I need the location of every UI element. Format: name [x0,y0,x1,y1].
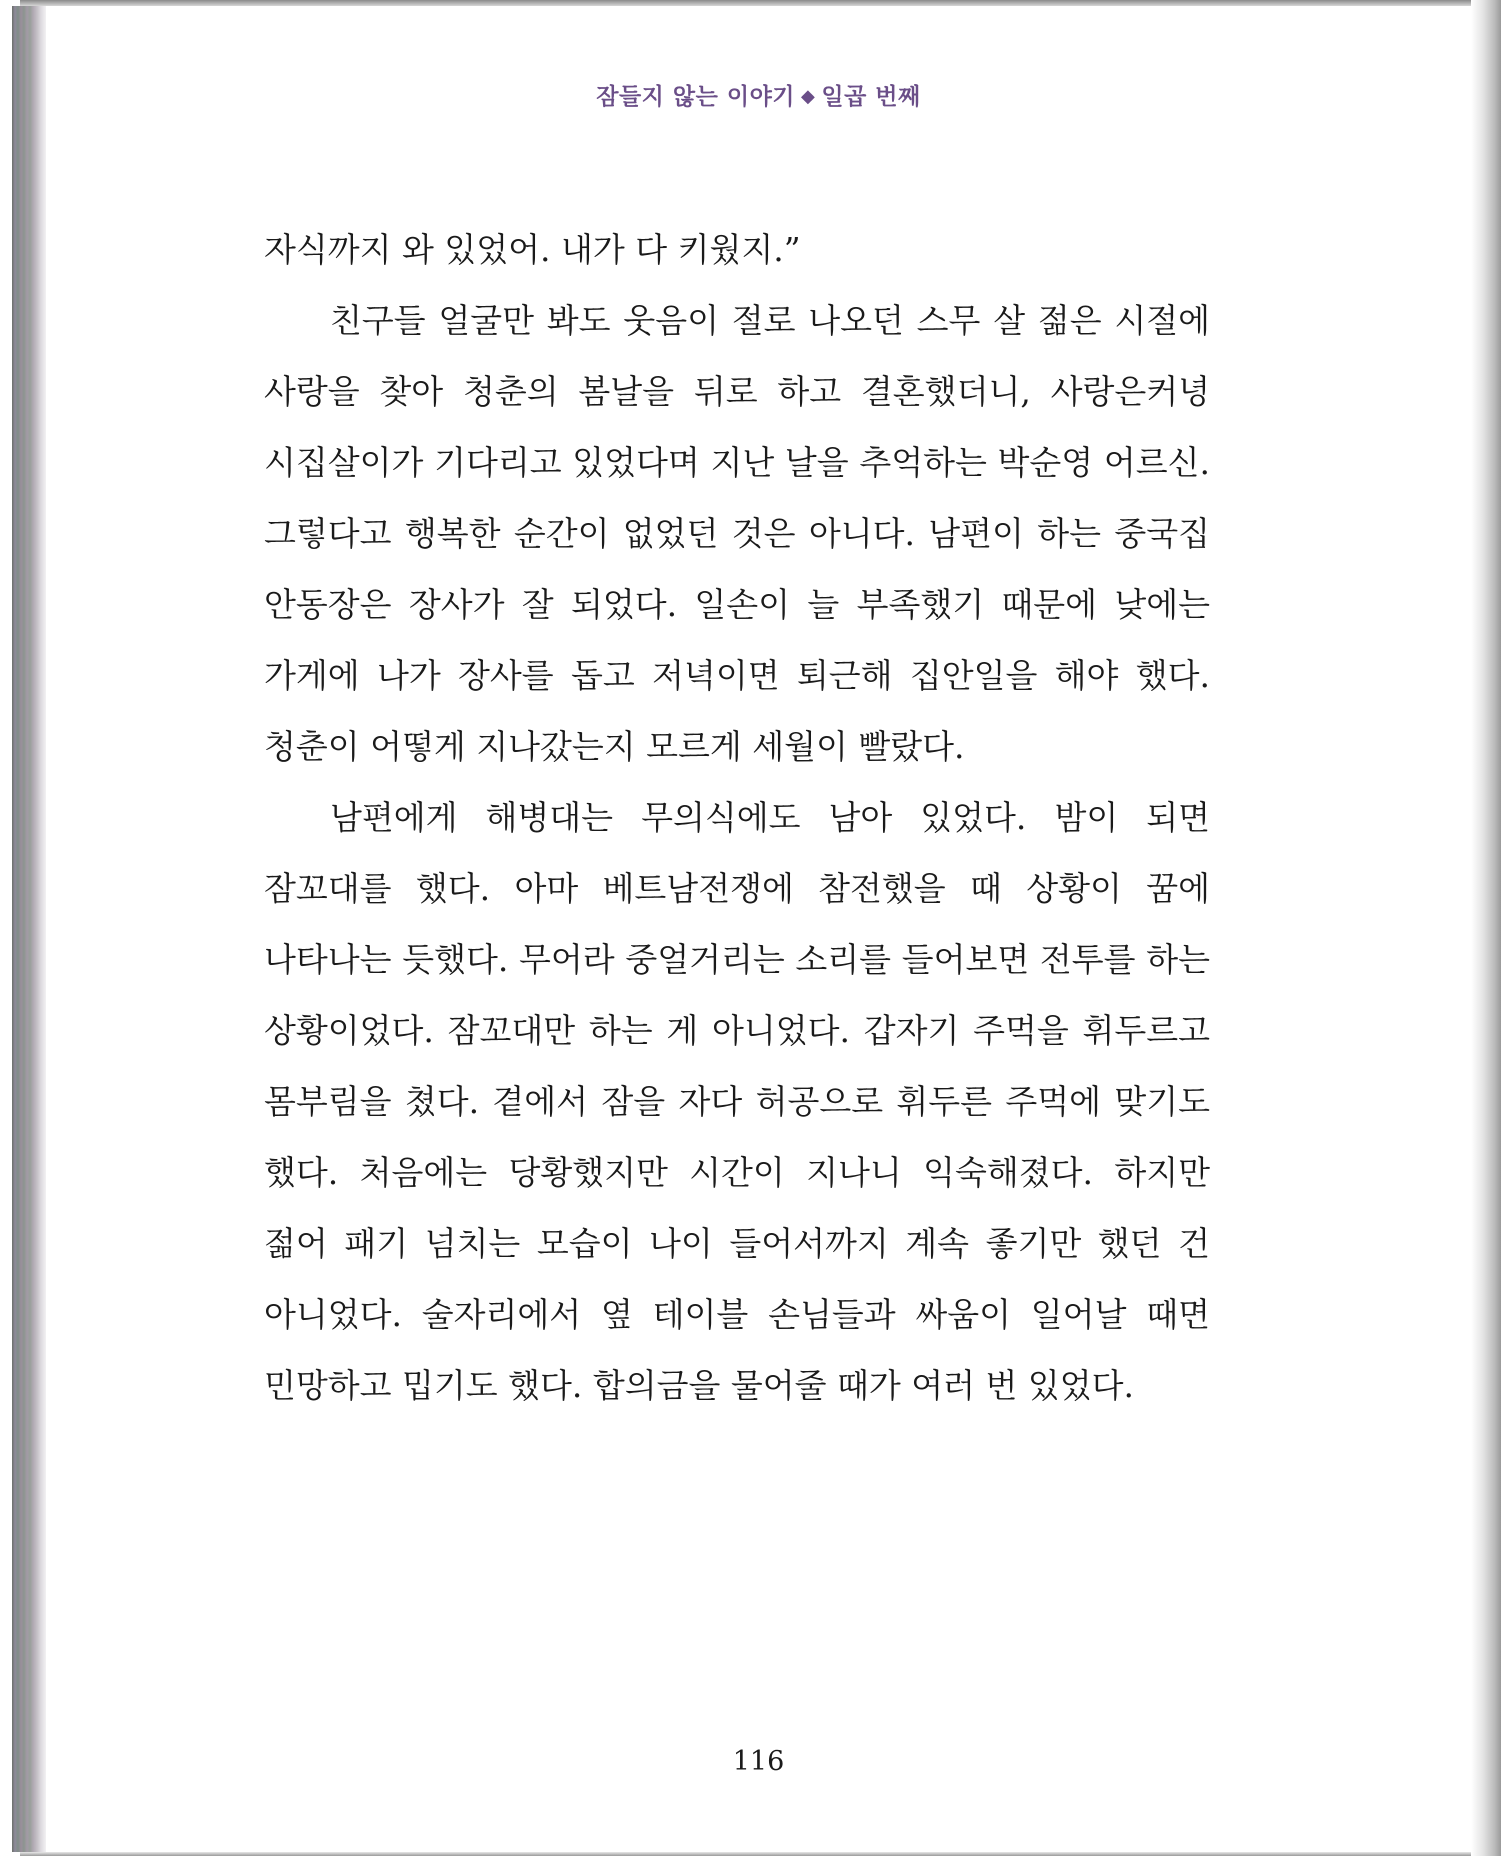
running-head [46,78,1471,111]
page-number: 116 [732,1746,785,1777]
running-head-chapter: 일곱 번째 [821,83,921,110]
body-text [264,214,1210,1421]
page-stack-left-edge [12,6,46,1852]
page-right-shadow [1471,0,1501,1856]
diamond-icon: ◆ [801,86,816,107]
paragraph-3: 남편에게 해병대는 무의식에도 남아 있었다. 밤이 되면 잠꼬대를 했다. 아마 베트남전쟁에 참전했을 때 상황이 꿈에 나타나는 듯했다. 무어라 중얼거리는 소리를 들어보면 전투를 하는 상황이었다. 잠꼬대만 하는 게 아니었다. 갑자기 주먹을 휘두르고 몸부림을 쳤다. 곁에서 잠을 자다 허공으로 휘두른 주먹에 맞기도 했다. 처음에는 당황했지만 시간이 지나니 익숙해졌다. 하지만 젊어 패기 넘치는 모습이 나이 들어서까지 계속 좋기만 했던 건 아니었다. 술자리에서 옆 테이블 손님들과 싸움이 일어날 때면 민망하고 밉기도 했다. 합의금을 물어줄 때가 여러 번 있었다. [264,798,1210,1405]
paragraph-2: 친구들 얼굴만 봐도 웃음이 절로 나오던 스무 살 젊은 시절에 사랑을 찾아 청춘의 봄날을 뒤로 하고 결혼했더니, 사랑은커녕 시집살이가 기다리고 있었다며 지난 날을 추억하는 박순영 어르신. 그렇다고 행복한 순간이 없었던 것은 아니다. 남편이 하는 중국집 안동장은 장사가 잘 되었다. 일손이 늘 부족했기 때문에 낮에는 가게에 나가 장사를 돕고 저녁이면 퇴근해 집안일을 해야 했다. 청춘이 어떻게 지나갔는지 모르게 세월이 빨랐다. [264,301,1210,766]
page-bottom-edge [20,1852,1481,1856]
paragraph-1: 자식까지 와 있었어. 내가 다 키웠지.” [264,230,801,269]
book-page [46,6,1471,1852]
running-head-title: 잠들지 않는 이야기 [596,83,796,110]
